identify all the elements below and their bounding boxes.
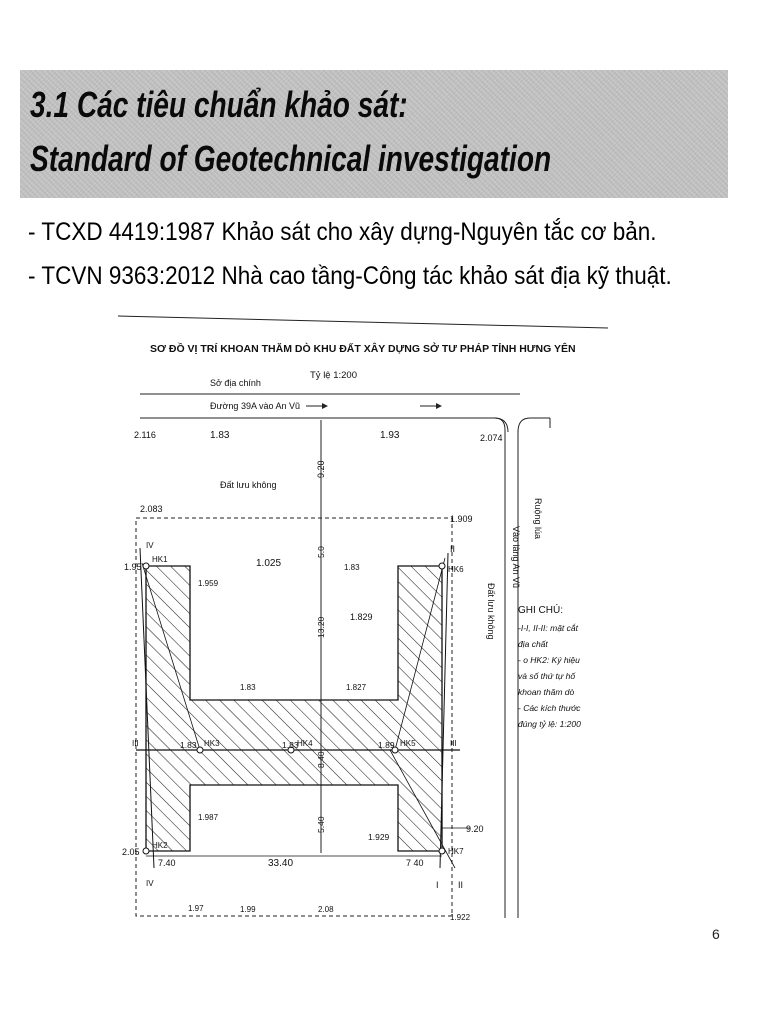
title-band bbox=[20, 70, 728, 198]
elev-1959: 1.959 bbox=[198, 579, 219, 588]
dim-50: 5.0 bbox=[316, 546, 326, 558]
elev-208: 2.08 bbox=[318, 905, 334, 914]
borehole-hk3: HK3 bbox=[204, 739, 220, 748]
borehole-hk3-marker bbox=[197, 747, 203, 753]
section-mark-iii-left: III bbox=[132, 739, 139, 748]
elev-205: 2.05 bbox=[122, 847, 140, 857]
slide-title-english: Standard of Geotechnical investigation bbox=[30, 138, 552, 179]
elev-195: 1.95 bbox=[124, 562, 142, 572]
bullet-standard-tcvn: - TCVN 9363:2012 Nhà cao tầng-Công tác khảo sát địa kỹ thuật. bbox=[28, 262, 672, 290]
elev-2074: 2.074 bbox=[480, 433, 503, 443]
top-rule bbox=[118, 316, 608, 328]
elev-183-inner: 1.83 bbox=[344, 563, 360, 572]
elev-1929: 1.929 bbox=[368, 832, 390, 842]
side-road-label: Vào làng An Vũ bbox=[511, 526, 521, 589]
page-number: 6 bbox=[712, 926, 720, 942]
dim-740-right: 7 40 bbox=[406, 858, 424, 868]
elev-1922: 1.922 bbox=[450, 913, 471, 922]
diagram-title: SƠ ĐỒ VỊ TRÍ KHOAN THĂM DÒ KHU ĐẤT XÂY DỰNG SỞ TƯ PHÁP TỈNH HƯNG YÊN bbox=[150, 343, 576, 355]
borehole-hk5: HK5 bbox=[400, 739, 416, 748]
elev-183-road: 1.83 bbox=[210, 430, 230, 441]
elev-1829: 1.829 bbox=[350, 612, 373, 622]
dim-1320: 13.20 bbox=[316, 616, 326, 638]
elev-1987: 1.987 bbox=[198, 813, 219, 822]
elev-1909: 1.909 bbox=[450, 514, 473, 524]
elev-183-hk4: 1.83 bbox=[282, 740, 299, 750]
elev-1827: 1.827 bbox=[346, 683, 367, 692]
notes-heading: GHI CHÚ: bbox=[518, 605, 563, 616]
dim-740-left: 7.40 bbox=[158, 858, 176, 868]
elev-2116: 2.116 bbox=[134, 430, 156, 440]
road-edge-bottom bbox=[140, 418, 505, 918]
borehole-hk2-marker bbox=[143, 848, 149, 854]
dim-920-top: 9.20 bbox=[316, 460, 326, 478]
vacant-land-right: Đất lưu không bbox=[486, 583, 496, 640]
vacant-land-top: Đất lưu không bbox=[220, 480, 277, 490]
elev-193: 1.93 bbox=[380, 430, 400, 441]
section-mark-ii-top: II bbox=[450, 544, 456, 554]
note-line-4: và số thứ tự hố bbox=[518, 671, 576, 681]
dim-3340: 33.40 bbox=[268, 858, 294, 869]
elev-189: 1.89 bbox=[378, 740, 395, 750]
note-line-3: - o HK2: Ký hiệu bbox=[518, 655, 580, 665]
note-line-7: đúng tỷ lệ: 1:200 bbox=[518, 719, 581, 729]
borehole-hk6: HK6 bbox=[448, 565, 464, 574]
dim-840: 8.40 bbox=[316, 751, 326, 768]
borehole-hk4: HK4 bbox=[297, 739, 313, 748]
notes-block bbox=[518, 603, 581, 729]
elev-199: 1.99 bbox=[240, 905, 256, 914]
note-line-5: khoan thăm dò bbox=[518, 687, 575, 697]
section-mark-iv-top: IV bbox=[146, 541, 154, 550]
borehole-hk2: HK2 bbox=[152, 841, 168, 850]
note-line-6: - Các kích thước bbox=[518, 703, 581, 713]
field-label: Ruộng lúa bbox=[533, 498, 543, 540]
road-label-land-office: Sở địa chính bbox=[210, 378, 261, 388]
elev-183-hk3: 1.83 bbox=[180, 740, 197, 750]
borehole-hk6-marker bbox=[439, 563, 445, 569]
borehole-location-diagram bbox=[110, 308, 630, 928]
scale-label: Tỷ lệ 1:200 bbox=[310, 370, 357, 381]
section-mark-ii-bottom: II bbox=[458, 880, 464, 890]
bullet-standard-tcxd: - TCXD 4419:1987 Khảo sát cho xây dựng-Nguyên tắc cơ bản. bbox=[28, 218, 657, 246]
borehole-hk1: HK1 bbox=[152, 555, 168, 564]
building-footprint bbox=[146, 566, 442, 851]
dim-920-right: 9.20 bbox=[466, 824, 484, 834]
elev-1025: 1.025 bbox=[256, 558, 282, 569]
dim-540: 5.40 bbox=[316, 816, 326, 833]
slide-title-vietnamese: 3.1 Các tiêu chuẩn khảo sát: bbox=[30, 84, 408, 125]
note-line-2: địa chất bbox=[518, 639, 548, 649]
note-line-1: -I-I, II-II: mặt cắt bbox=[518, 623, 578, 633]
borehole-hk7: HK7 bbox=[448, 847, 464, 856]
borehole-hk1-marker bbox=[143, 563, 149, 569]
section-mark-iii-right: III bbox=[450, 739, 457, 748]
section-mark-iv-bottom: IV bbox=[146, 879, 154, 888]
elev-183-mid: 1.83 bbox=[240, 683, 256, 692]
road-label: Đường 39A vào An Vũ bbox=[210, 401, 300, 411]
section-mark-i-bottom: I bbox=[436, 880, 439, 890]
borehole-hk7-marker bbox=[439, 848, 445, 854]
elev-2083: 2.083 bbox=[140, 504, 163, 514]
elev-197: 1.97 bbox=[188, 904, 204, 913]
